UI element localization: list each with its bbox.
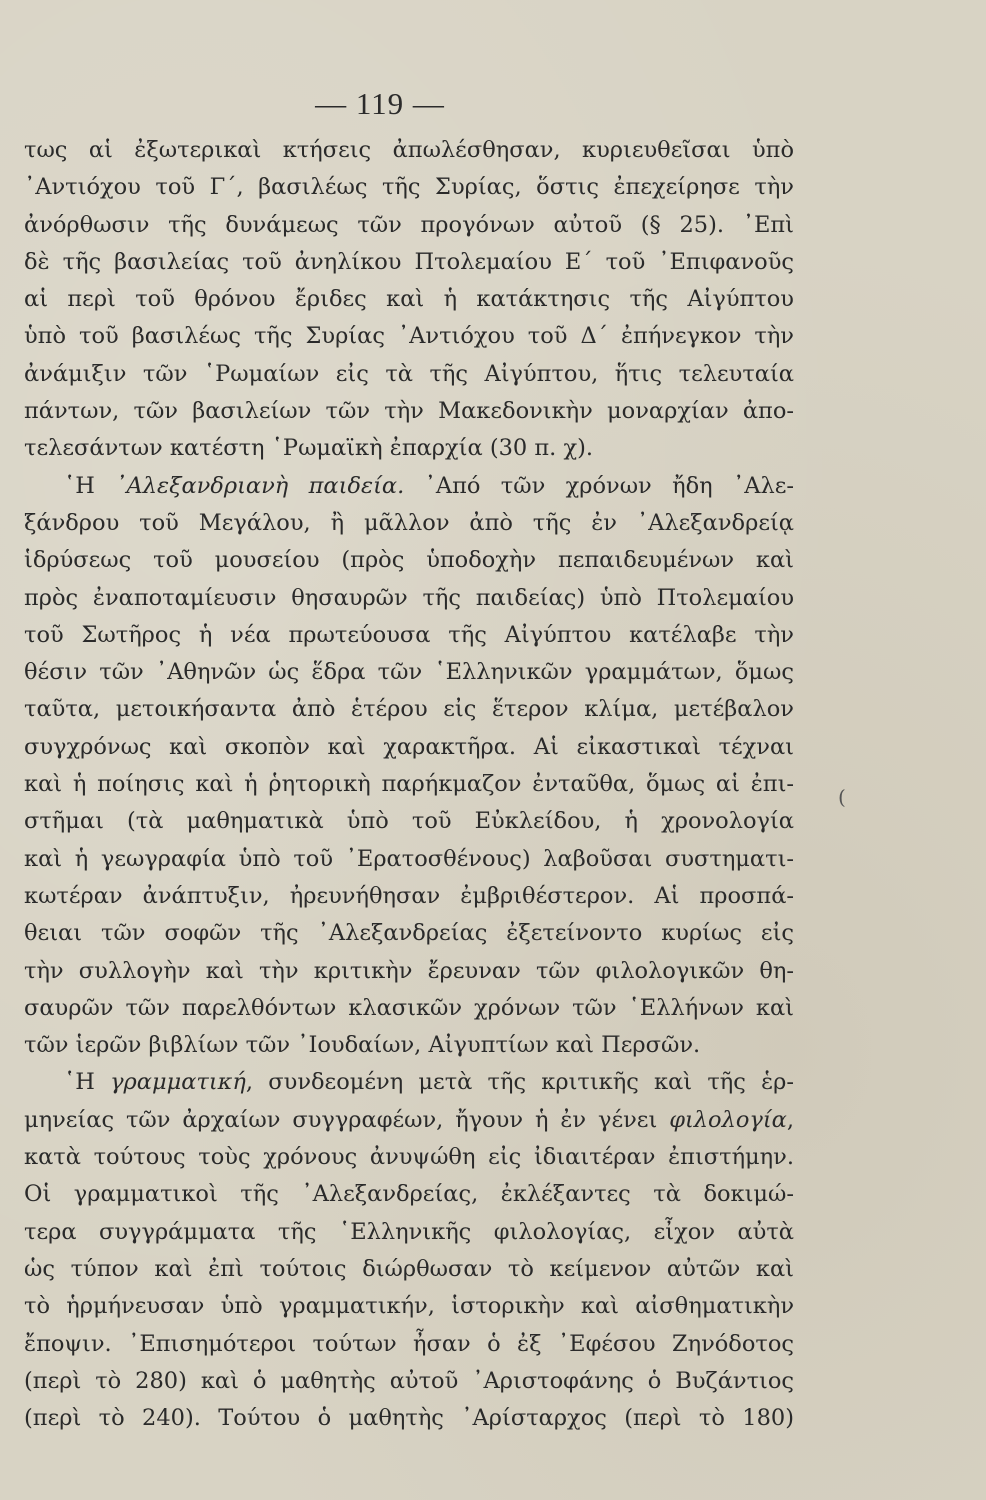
text-span: μηνείας τῶν ἀρχαίων συγγραφέων, ἤγουν ἡ ἐν γένει xyxy=(24,1106,670,1133)
text-line: ἔποψιν. ᾿Επισημότεροι τούτων ἦσαν ὁ ἐξ ᾿Εφέσου Ζηνόδοτος xyxy=(24,1330,794,1357)
text-line: σαυρῶν τῶν παρελθόντων κλασικῶν χρόνων τῶν ῾Ελλήνων καὶ xyxy=(24,994,794,1021)
text-line: τερα συγγράμματα τῆς ῾Ελληνικῆς φιλολογίας, εἶχον αὐτὰ xyxy=(24,1218,794,1245)
text-line: τως αἱ ἐξωτερικαὶ κτήσεις ἀπωλέσθησαν, κυριευθεῖσαι ὑπὸ xyxy=(24,137,794,163)
italic-term: γραμματική xyxy=(110,1069,246,1096)
text-line: θέσιν τῶν ᾿Αθηνῶν ὡς ἕδρα τῶν ῾Ελληνικῶν γραμμάτων, ὅμως xyxy=(24,659,794,686)
italic-term: φιλολογία xyxy=(669,1106,787,1133)
text-line: ὑπὸ τοῦ βασιλέως τῆς Συρίας ᾿Αντιόχου τοῦ Δ΄ ἐπήνεγκον τὴν xyxy=(24,323,794,350)
text-line: πάντων, τῶν βασιλείων τῶν τὴν Μακεδονικὴν μοναρχίαν ἀπο- xyxy=(24,398,794,425)
italic-term: ᾿Αλεξανδριανὴ παιδεία. xyxy=(115,472,405,499)
margin-mark: ( xyxy=(838,785,846,809)
text-line: τελεσάντων κατέστη ῾Ρωμαϊκὴ ἐπαρχία (30 π. χ). xyxy=(24,435,594,462)
body-text xyxy=(24,132,794,1437)
text-line: θειαι τῶν σοφῶν τῆς ᾿Αλεξανδρείας ἐξετείνοντο κυρίως εἰς xyxy=(24,920,794,947)
text-line: δὲ τῆς βασιλείας τοῦ ἀνηλίκου Πτολεμαίου Ε΄ τοῦ ᾿Επιφανοῦς xyxy=(24,248,794,275)
text-line: τοῦ Σωτῆρος ἡ νέα πρωτεύουσα τῆς Αἰγύπτου κατέλαβε τὴν xyxy=(24,621,794,648)
text-line: στῆμαι (τὰ μαθηματικὰ ὑπὸ τοῦ Εὐκλείδου, ἡ χρονολογία xyxy=(24,808,794,835)
text-line: ἱδρύσεως τοῦ μουσείου (πρὸς ὑποδοχὴν πεπαιδευμένων καὶ xyxy=(24,547,794,574)
text-line: Οἱ γραμματικοὶ τῆς ᾿Αλεξανδρείας, ἐκλέξαντες τὰ δοκιμώ- xyxy=(24,1181,794,1208)
text-line xyxy=(24,1064,794,1101)
text-line: ταῦτα, μετοικήσαντα ἀπὸ ἑτέρου εἰς ἕτερον κλίμα, μετέβαλον xyxy=(24,696,794,723)
text-span: ᾿Από τῶν χρόνων ἤδη ᾿Αλε- xyxy=(404,472,794,499)
text-line: ᾿Αντιόχου τοῦ Γ΄, βασιλέως τῆς Συρίας, ὅστις ἐπεχείρησε τὴν xyxy=(24,174,794,201)
text-line: ξάνδρου τοῦ Μεγάλου, ἢ μᾶλλον ἀπὸ τῆς ἐν ᾿Αλεξανδρείᾳ xyxy=(24,509,794,536)
text-line: συγχρόνως καὶ σκοπὸν καὶ χαρακτῆρα. Αἱ εἰκαστικαὶ τέχναι xyxy=(24,733,794,760)
text-line xyxy=(24,468,794,505)
text-line: καὶ ἡ ποίησις καὶ ἡ ῥητορικὴ παρήκμαζον ἐνταῦθα, ὅμως αἱ ἐπι- xyxy=(24,771,794,798)
text-span: , xyxy=(786,1106,794,1133)
text-line: (περὶ τὸ 280) καὶ ὁ μαθητὴς αὐτοῦ ᾿Αριστοφάνης ὁ Βυζάντιος xyxy=(24,1367,794,1394)
text-line: κατὰ τούτους τοὺς χρόνους ἀνυψώθη εἰς ἰδιαιτέραν ἐπιστήμην. xyxy=(24,1144,794,1171)
text-line: πρὸς ἐναποταμίευσιν θησαυρῶν τῆς παιδείας) ὑπὸ Πτολεμαίου xyxy=(24,584,794,611)
text-line: κωτέραν ἀνάπτυξιν, ἠρευνήθησαν ἐμβριθέστερον. Αἱ προσπά- xyxy=(24,882,794,909)
text-line: καὶ ἡ γεωγραφία ὑπὸ τοῦ ᾿Ερατοσθένους) λαβοῦσαι συστηματι- xyxy=(24,845,794,872)
text-line: (περὶ τὸ 240). Τούτου ὁ μαθητὴς ᾿Αρίσταρχος (περὶ τὸ 180) xyxy=(24,1405,794,1432)
page-number: — 119 — xyxy=(315,86,445,121)
text-span: , συνδεομένη μετὰ τῆς κριτικῆς καὶ τῆς ἑρ- xyxy=(245,1069,794,1096)
text-line: ἀνάμιξιν τῶν ῾Ρωμαίων εἰς τὰ τῆς Αἰγύπτου, ἥτις τελευταία xyxy=(24,360,794,387)
text-line: τῶν ἱερῶν βιβλίων τῶν ᾿Ιουδαίων, Αἰγυπτίων καὶ Περσῶν. xyxy=(24,1032,701,1059)
text-line: τὴν συλλογὴν καὶ τὴν κριτικὴν ἔρευναν τῶν φιλολογικῶν θη- xyxy=(24,957,794,984)
text-span: ῾Η xyxy=(64,472,116,499)
text-span: ῾Η xyxy=(64,1069,111,1096)
text-line: τὸ ἡρμήνευσαν ὑπὸ γραμματικήν, ἱστορικὴν καὶ αἰσθηματικὴν xyxy=(24,1293,794,1320)
text-line: αἱ περὶ τοῦ θρόνου ἔριδες καὶ ἡ κατάκτησις τῆς Αἰγύπτου xyxy=(24,286,794,313)
text-line: ἀνόρθωσιν τῆς δυνάμεως τῶν προγόνων αὐτοῦ (§ 25). ᾿Επὶ xyxy=(24,211,794,238)
text-line xyxy=(24,1102,794,1139)
text-line: ὡς τύπον καὶ ἐπὶ τούτοις διώρθωσαν τὸ κείμενον αὐτῶν καὶ xyxy=(24,1255,794,1282)
